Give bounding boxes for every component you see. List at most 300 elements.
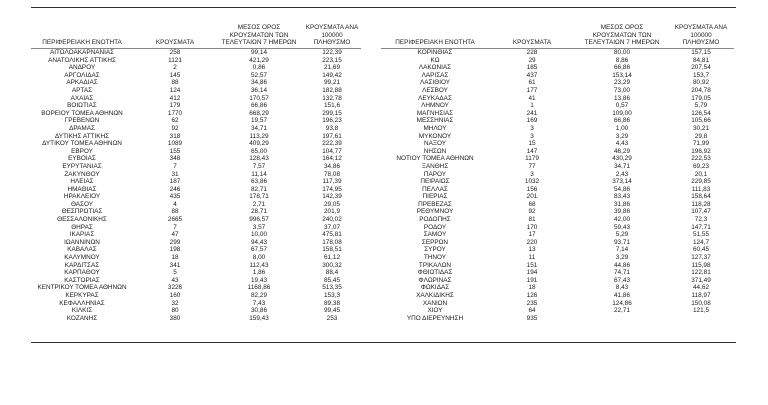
cell-region: ΙΚΑΡΙΑΣ — [69, 231, 95, 239]
cell-seven-day-average: 8,43 — [615, 284, 629, 292]
table-row — [381, 125, 734, 133]
cell-per-100k: 99,21 — [324, 79, 340, 87]
cell-per-100k: 78,08 — [324, 170, 340, 178]
cell-seven-day-average: 0,57 — [615, 102, 629, 110]
cell-cases: 77 — [528, 162, 536, 170]
cell-per-100k: 240,02 — [322, 216, 342, 224]
cell-per-100k: 127,37 — [691, 254, 711, 262]
cell-per-100k: 178,08 — [322, 238, 342, 246]
cell-per-100k: 118,28 — [691, 200, 711, 208]
cell-cases: 1032 — [524, 178, 540, 186]
cell-seven-day-average: 66,86 — [614, 64, 630, 72]
cell-seven-day-average: 2,71 — [252, 200, 266, 208]
cell-region: ΜΥΚΟΝΟΥ — [418, 132, 452, 140]
header-region: ΠΕΡΙΦΕΡΕΙΑΚΗ ΕΝΟΤΗΤΑ — [395, 38, 475, 46]
cell-seven-day-average: 31,86 — [614, 200, 630, 208]
cell-cases: 299 — [169, 238, 181, 246]
cell-per-100k: 89,38 — [324, 299, 340, 307]
table-row — [31, 64, 361, 72]
cell-seven-day-average: 7,43 — [252, 299, 266, 307]
cell-seven-day-average: 52,57 — [251, 71, 267, 79]
cell-per-100k: 107,47 — [691, 208, 711, 216]
cell-region: ΚΑΣΤΟΡΙΑΣ — [64, 276, 100, 284]
cell-cases: 81 — [528, 216, 536, 224]
table-row — [31, 300, 361, 308]
cell-per-100k: 164,12 — [322, 155, 342, 163]
cell-region: ΡΟΔΟΥ — [423, 223, 447, 231]
cell-cases: 2 — [173, 64, 177, 72]
cell-seven-day-average: 109,00 — [612, 109, 632, 117]
table-row — [381, 239, 734, 247]
header-7day-average: ΜΕΣΟΣ ΟΡΟΣ ΚΡΟΥΣΜΑΤΩΝ ΤΩΝ ΤΕΛΕΥΤΑΙΩΝ 7 ΗΜΕΡΩΝ — [584, 24, 660, 46]
cell-per-100k: 93,8 — [325, 124, 339, 132]
cell-cases: 1770 — [167, 109, 183, 117]
cell-cases: 412 — [169, 94, 181, 102]
left-table — [31, 15, 361, 322]
cell-per-100k: 21,69 — [324, 64, 340, 72]
cell-seven-day-average: 28,71 — [251, 208, 267, 216]
table-row — [381, 315, 734, 323]
cell-cases: 3 — [530, 170, 534, 178]
cell-cases: 17 — [528, 231, 536, 239]
cell-per-100k: 51,55 — [693, 231, 709, 239]
cell-per-100k: 222,39 — [322, 140, 342, 148]
cell-seven-day-average: 2,43 — [615, 170, 629, 178]
table-row — [381, 231, 734, 239]
cell-cases: 1179 — [525, 155, 539, 163]
cell-cases: 5 — [173, 269, 177, 277]
cell-cases: 318 — [169, 132, 181, 140]
cell-seven-day-average: 0,86 — [252, 64, 266, 72]
cell-region: ΛΗΜΝΟΥ — [421, 102, 449, 110]
table-row — [31, 79, 361, 87]
cell-seven-day-average: 3,29 — [615, 132, 629, 140]
cell-cases: 3 — [530, 124, 534, 132]
table-row — [31, 117, 361, 125]
cell-seven-day-average: 10,00 — [251, 231, 267, 239]
table-row — [381, 269, 734, 277]
cell-seven-day-average: 996,57 — [249, 216, 269, 224]
cell-seven-day-average: 159,43 — [249, 314, 269, 322]
cell-seven-day-average: 22,71 — [614, 307, 630, 315]
cell-region: ΦΩΚΙΔΑΣ — [420, 284, 450, 292]
cell-cases: 7 — [173, 223, 177, 231]
cell-cases: 18 — [171, 254, 179, 262]
cell-seven-day-average: 3,29 — [615, 254, 629, 262]
cell-per-100k: 142,39 — [322, 193, 342, 201]
cell-per-100k: 196,23 — [322, 117, 342, 125]
table-row — [381, 246, 734, 254]
cell-cases: 1121 — [168, 56, 182, 64]
header-region: ΠΕΡΙΦΕΡΕΙΑΚΗ ΕΝΟΤΗΤΑ — [42, 38, 122, 46]
cell-cases: 201 — [526, 193, 538, 201]
cell-seven-day-average: 66,86 — [614, 117, 630, 125]
cell-per-100k: 300,32 — [322, 261, 342, 269]
cell-per-100k: 121,5 — [693, 307, 709, 315]
cell-cases: 7 — [173, 162, 177, 170]
cell-cases: 187 — [169, 178, 181, 186]
table-row — [31, 140, 361, 148]
cell-per-100k: 204,78 — [691, 86, 711, 94]
cell-region: ΚΕΝΤΡΙΚΟΥ ΤΟΜΕΑ ΑΘΗΝΩΝ — [37, 284, 127, 292]
cell-seven-day-average: 409,29 — [249, 140, 269, 148]
cell-per-100k: 157,15 — [691, 49, 711, 56]
cell-per-100k: 105,66 — [691, 117, 711, 125]
cell-cases: 220 — [526, 238, 538, 246]
table-row — [381, 102, 734, 110]
table-row — [31, 201, 361, 209]
table-row — [31, 110, 361, 118]
cell-region: ΘΑΣΟΥ — [70, 200, 94, 208]
table-row — [31, 171, 361, 179]
cell-per-100k: 34,86 — [324, 162, 340, 170]
table-row — [381, 216, 734, 224]
table-row — [31, 148, 361, 156]
cell-region: ΧΑΝΙΩΝ — [422, 299, 448, 307]
cell-region: ΛΑΣΙΘΙΟΥ — [419, 79, 451, 87]
cell-cases: 32 — [171, 299, 179, 307]
cell-region: ΚΙΛΚΙΣ — [71, 307, 93, 315]
cell-per-100k: 207,54 — [691, 64, 711, 72]
cell-seven-day-average: 67,43 — [614, 276, 630, 284]
cell-per-100k: 37,07 — [324, 223, 340, 231]
cell-region: ΠΕΙΡΑΙΩΣ — [420, 178, 450, 186]
table-row — [31, 102, 361, 110]
cell-region: ΚΑΒΑΛΑΣ — [67, 246, 97, 254]
table-row — [31, 231, 361, 239]
cell-cases: 126 — [526, 292, 538, 299]
cell-seven-day-average: 1,00 — [615, 124, 629, 132]
cell-seven-day-average: 30,86 — [251, 307, 267, 315]
cell-region: ΔΥΤΙΚΗΣ ΑΤΤΙΚΗΣ — [54, 132, 110, 140]
table-row — [31, 125, 361, 133]
cell-cases: 80 — [171, 307, 179, 315]
cell-per-100k: 104,77 — [322, 147, 342, 155]
cell-region: ΣΑΜΟΥ — [423, 231, 447, 239]
cell-seven-day-average: 36,14 — [251, 86, 267, 94]
cell-cases: 1 — [530, 102, 534, 110]
cell-per-100k: 229,85 — [691, 178, 711, 186]
cell-seven-day-average: 7,57 — [252, 162, 266, 170]
table-row — [31, 315, 361, 323]
cell-seven-day-average: 5,29 — [615, 231, 629, 239]
cell-region: ΕΒΡΟΥ — [71, 147, 93, 155]
cell-seven-day-average: 23,29 — [614, 79, 630, 87]
cell-region: ΚΕΡΚΥΡΑΣ — [65, 292, 99, 299]
cell-seven-day-average: 1168,86 — [247, 284, 271, 292]
cell-cases: 3 — [530, 132, 534, 140]
cell-seven-day-average: 34,86 — [251, 79, 267, 87]
table-row — [31, 277, 361, 285]
cell-region: ΞΑΝΘΗΣ — [421, 162, 449, 170]
cell-seven-day-average: 178,71 — [249, 193, 269, 201]
cell-seven-day-average: 668,29 — [249, 109, 269, 117]
cell-seven-day-average: 39,86 — [614, 208, 630, 216]
cell-region: ΙΩΑΝΝΙΝΩΝ — [64, 238, 100, 246]
cell-per-100k: 371,49 — [691, 276, 711, 284]
cell-seven-day-average: 65,00 — [251, 147, 267, 155]
cell-region: ΚΕΦΑΛΛΗΝΙΑΣ — [59, 299, 105, 307]
left-table-header — [31, 15, 361, 49]
table-row — [31, 49, 361, 57]
cell-region: ΤΡΙΚΑΛΩΝ — [418, 261, 452, 269]
cell-region: ΓΡΕΒΕΝΩΝ — [64, 117, 100, 125]
cell-per-100k: 60,45 — [693, 246, 709, 254]
table-row — [381, 224, 734, 232]
cell-region: ΚΑΡΠΑΘΟΥ — [64, 269, 100, 277]
right-table — [381, 15, 734, 322]
cell-region: ΝΑΞΟΥ — [423, 140, 447, 148]
cell-seven-day-average: 421,29 — [249, 56, 269, 64]
cell-cases: 147 — [526, 147, 538, 155]
cell-seven-day-average: 94,43 — [251, 238, 267, 246]
cell-region: ΑΡΓΟΛΙΔΑΣ — [64, 71, 100, 79]
cell-region: ΥΠΟ ΔΙΕΡΕΥΝΗΣΗ — [406, 314, 464, 322]
cell-region: ΗΜΑΘΙΑΣ — [67, 185, 97, 193]
cell-cases: 198 — [169, 246, 181, 254]
table-row — [31, 155, 361, 163]
cell-region: ΗΡΑΚΛΕΙΟΥ — [63, 193, 101, 201]
cell-seven-day-average: 74,71 — [614, 269, 630, 277]
cell-cases: 92 — [528, 208, 536, 216]
cell-seven-day-average: 34,71 — [251, 124, 267, 132]
cell-per-100k: 29,8 — [694, 132, 708, 140]
cell-cases: 47 — [171, 231, 179, 239]
cell-per-100k: 69,23 — [693, 162, 709, 170]
cell-seven-day-average: 128,43 — [249, 155, 269, 163]
cell-region: ΠΡΕΒΕΖΑΣ — [418, 200, 452, 208]
cell-cases: 145 — [169, 71, 181, 79]
cell-seven-day-average: 59,43 — [614, 223, 630, 231]
cell-seven-day-average: 113,29 — [249, 132, 269, 140]
table-row — [381, 163, 734, 171]
cell-seven-day-average: 8,00 — [252, 254, 266, 262]
cell-region: ΑΝΑΤΟΛΙΚΗΣ ΑΤΤΙΚΗΣ — [48, 56, 116, 64]
cell-per-100k: 61,12 — [324, 254, 340, 262]
cell-per-100k: 179,05 — [691, 94, 711, 102]
cell-per-100k: 29,05 — [324, 200, 340, 208]
cell-cases: 29 — [528, 56, 536, 64]
table-row — [31, 254, 361, 262]
table-row — [381, 95, 734, 103]
cell-seven-day-average: 19,43 — [251, 276, 267, 284]
cell-cases: 185 — [526, 64, 538, 72]
cell-cases: 194 — [526, 269, 538, 277]
table-row — [31, 95, 361, 103]
cell-region: ΚΑΛΥΜΝΟΥ — [64, 254, 100, 262]
cell-seven-day-average: 54,86 — [614, 185, 630, 193]
cell-per-100k: 124,7 — [693, 238, 709, 246]
cell-cases: 169 — [526, 117, 538, 125]
cell-region: ΜΕΣΣΗΝΙΑΣ — [416, 117, 454, 125]
cell-per-100k: 182,88 — [322, 86, 342, 94]
cell-region: ΣΥΡΟΥ — [424, 246, 446, 254]
cell-region: ΘΕΣΣΑΛΟΝΙΚΗΣ — [57, 216, 107, 224]
cell-seven-day-average: 83,43 — [614, 193, 630, 201]
cell-cases: 2665 — [167, 216, 183, 224]
cell-cases: 88 — [171, 79, 179, 87]
table-row — [381, 262, 734, 270]
table-row — [381, 72, 734, 80]
cell-seven-day-average: 66,86 — [251, 102, 267, 110]
cell-per-100k: 44,62 — [693, 284, 709, 292]
cell-cases: 3226 — [167, 284, 183, 292]
header-cases: ΚΡΟΥΣΜΑΤΑ — [512, 38, 552, 46]
table-row — [381, 201, 734, 209]
left-table-body — [31, 49, 361, 322]
cell-cases: 177 — [526, 86, 538, 94]
cell-seven-day-average: 373,14 — [612, 178, 632, 186]
cell-seven-day-average: 153,14 — [612, 71, 632, 79]
table-row — [381, 186, 734, 194]
cell-per-100k: 118,97 — [691, 292, 711, 299]
cell-region: ΕΥΡΥΤΑΝΙΑΣ — [62, 162, 102, 170]
table-row — [381, 193, 734, 201]
cell-per-100k: 201,9 — [324, 208, 340, 216]
cell-cases: 435 — [169, 193, 181, 201]
cell-per-100k: 153,3 — [324, 292, 340, 299]
table-row — [31, 193, 361, 201]
cell-region: ΔΥΤΙΚΟΥ ΤΟΜΕΑ ΑΘΗΝΩΝ — [42, 140, 122, 148]
cell-per-100k: 197,61 — [322, 132, 342, 140]
cell-per-100k: 222,53 — [691, 155, 711, 163]
cell-seven-day-average: 34,71 — [614, 162, 630, 170]
table-row — [381, 87, 734, 95]
cell-region: ΦΘΙΩΤΙΔΑΣ — [417, 269, 453, 277]
table-row — [381, 155, 734, 163]
cell-region: ΛΑΡΙΣΑΣ — [421, 71, 449, 79]
cell-cases: 246 — [169, 185, 181, 193]
cell-region: ΑΡΚΑΔΙΑΣ — [66, 79, 98, 87]
cell-cases: 241 — [526, 109, 538, 117]
table-row — [31, 307, 361, 315]
cell-cases: 151 — [526, 261, 538, 269]
table-row — [31, 246, 361, 254]
header-7day-average: ΜΕΣΟΣ ΟΡΟΣ ΚΡΟΥΣΜΑΤΩΝ ΤΩΝ ΤΕΛΕΥΤΑΙΩΝ 7 ΗΜΕΡΩΝ — [221, 24, 297, 46]
table-row — [31, 163, 361, 171]
header-cases: ΚΡΟΥΣΜΑΤΑ — [155, 38, 195, 46]
cell-cases: 88 — [171, 208, 179, 216]
right-table-body — [381, 49, 734, 322]
cell-region: ΝΟΤΙΟΥ ΤΟΜΕΑ ΑΘΗΝΩΝ — [396, 155, 474, 163]
table-row — [381, 208, 734, 216]
cell-cases: 41 — [528, 94, 536, 102]
cell-per-100k: 147,71 — [691, 223, 711, 231]
cell-seven-day-average: 63,86 — [251, 178, 267, 186]
cell-seven-day-average: 4,43 — [615, 140, 629, 148]
cell-per-100k: 122,81 — [691, 269, 711, 277]
cell-region: ΚΑΡΔΙΤΣΑΣ — [64, 261, 100, 269]
table-row — [31, 292, 361, 300]
cell-per-100k: 299,15 — [322, 109, 342, 117]
cell-seven-day-average: 8,86 — [615, 56, 629, 64]
cell-per-100k: 84,81 — [693, 56, 709, 64]
top-rule — [31, 7, 736, 8]
cell-region: ΣΕΡΡΩΝ — [421, 238, 449, 246]
cell-seven-day-average: 82,71 — [251, 185, 267, 193]
cell-per-100k: 111,83 — [691, 185, 711, 193]
table-row — [381, 79, 734, 87]
table-row — [31, 284, 361, 292]
cell-region: ΚΟΖΑΝΗΣ — [66, 314, 98, 322]
table-row — [381, 284, 734, 292]
cell-region: ΦΛΩΡΙΝΑΣ — [418, 276, 452, 284]
cell-seven-day-average: 112,43 — [249, 261, 269, 269]
cell-cases: 348 — [169, 155, 181, 163]
table-row — [381, 49, 734, 57]
cell-per-100k: 85,45 — [324, 276, 340, 284]
table-row — [31, 186, 361, 194]
table-row — [31, 133, 361, 141]
cell-region: ΡΕΘΥΜΝΟΥ — [416, 208, 454, 216]
cell-per-100k: 223,15 — [322, 56, 342, 64]
cell-seven-day-average: 19,57 — [251, 117, 267, 125]
cell-cases: 341 — [169, 261, 181, 269]
cell-region: ΡΟΔΟΠΗΣ — [419, 216, 451, 224]
table-row — [381, 254, 734, 262]
table-row — [381, 171, 734, 179]
cell-seven-day-average: 46,29 — [614, 147, 630, 155]
cell-per-100k: 88,4 — [325, 269, 339, 277]
cell-region: ΑΝΔΡΟΥ — [68, 64, 96, 72]
cell-cases: 1089 — [167, 140, 183, 148]
cell-cases: 62 — [171, 117, 179, 125]
cell-per-100k: 30,21 — [693, 124, 709, 132]
cell-per-100k: 126,54 — [691, 109, 711, 117]
table-row — [31, 269, 361, 277]
cell-seven-day-average: 124,86 — [612, 299, 632, 307]
cell-per-100k: 253 — [326, 314, 338, 322]
cell-cases: 179 — [169, 102, 181, 110]
cell-region: ΘΕΣΠΡΩΤΙΑΣ — [61, 208, 103, 216]
cell-seven-day-average: 430,29 — [612, 155, 632, 163]
cell-per-100k: 196,92 — [691, 147, 711, 155]
cell-region: ΒΟΙΩΤΙΑΣ — [67, 102, 97, 110]
cell-per-100k: 20,1 — [694, 170, 708, 178]
cell-seven-day-average: 80,00 — [614, 49, 630, 56]
table-row — [381, 57, 734, 65]
cell-region: ΤΗΝΟΥ — [423, 254, 447, 262]
cell-region: ΕΥΒΟΙΑΣ — [68, 155, 96, 163]
cell-cases: 935 — [526, 314, 538, 322]
cell-region: ΚΟΡΙΝΘΙΑΣ — [417, 49, 453, 56]
cell-region: ΔΡΑΜΑΣ — [69, 124, 95, 132]
cell-cases: 155 — [169, 147, 181, 155]
table-row — [381, 117, 734, 125]
table-row — [381, 133, 734, 141]
cell-seven-day-average: 67,57 — [251, 246, 267, 254]
cell-per-100k: 99,45 — [324, 307, 340, 315]
table-row — [31, 208, 361, 216]
table-row — [381, 148, 734, 156]
cell-region: ΧΑΛΚΙΔΙΚΗΣ — [416, 292, 454, 299]
cell-cases: 13 — [528, 246, 536, 254]
table-row — [381, 64, 734, 72]
cell-per-100k: 150,08 — [691, 299, 711, 307]
cell-per-100k: 122,39 — [322, 49, 342, 56]
cell-cases: 258 — [169, 49, 181, 56]
table-row — [381, 178, 734, 186]
table-row — [381, 292, 734, 300]
cell-seven-day-average: 73,00 — [614, 86, 630, 94]
cell-seven-day-average: 42,00 — [614, 216, 630, 224]
cell-seven-day-average: 44,86 — [614, 261, 630, 269]
cell-seven-day-average: 1,86 — [252, 269, 266, 277]
right-table-header — [381, 15, 734, 49]
cell-per-100k: 132,78 — [322, 94, 342, 102]
cell-per-100k: 158,51 — [322, 246, 342, 254]
cell-cases: 31 — [171, 170, 179, 178]
